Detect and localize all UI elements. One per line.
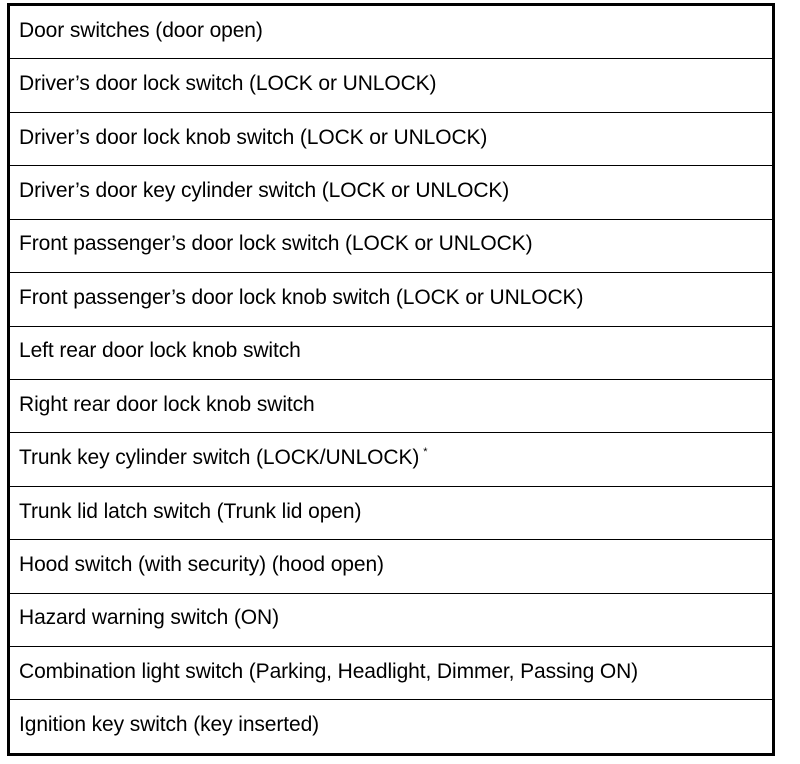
table-row bbox=[10, 540, 772, 593]
table-row bbox=[10, 220, 772, 273]
table-row bbox=[10, 700, 772, 752]
row-text: Driver’s door key cylinder switch (LOCK or UNLOCK) bbox=[19, 178, 510, 202]
row-text: Trunk lid latch switch (Trunk lid open) bbox=[19, 499, 362, 523]
row-text: Hood switch (with security) (hood open) bbox=[19, 552, 384, 576]
table-row bbox=[10, 594, 772, 647]
row-text: Driver’s door lock switch (LOCK or UNLOCK) bbox=[19, 72, 437, 96]
row-text: Driver’s door lock knob switch (LOCK or UNLOCK) bbox=[19, 125, 488, 149]
row-text: Combination light switch (Parking, Headlight, Dimmer, Passing ON) bbox=[19, 659, 639, 683]
table-row bbox=[10, 59, 772, 112]
table-row bbox=[10, 487, 772, 540]
table-row bbox=[10, 380, 772, 433]
table-row bbox=[10, 433, 772, 486]
row-text: Front passenger’s door lock knob switch (LOCK or UNLOCK) bbox=[19, 285, 584, 309]
row-text: Ignition key switch (key inserted) bbox=[19, 713, 320, 737]
table-row bbox=[10, 113, 772, 166]
table-row bbox=[10, 327, 772, 380]
table-row bbox=[10, 166, 772, 219]
row-text: Hazard warning switch (ON) bbox=[19, 606, 279, 630]
row-text: Trunk key cylinder switch (LOCK/UNLOCK) bbox=[19, 446, 420, 470]
footnote-mark: * bbox=[423, 446, 428, 459]
switch-list-table bbox=[7, 3, 775, 756]
table-row bbox=[10, 6, 772, 59]
table-row bbox=[10, 273, 772, 326]
row-text: Left rear door lock knob switch bbox=[19, 339, 301, 363]
table-row bbox=[10, 647, 772, 700]
row-text: Front passenger’s door lock switch (LOCK or UNLOCK) bbox=[19, 232, 533, 256]
row-text: Right rear door lock knob switch bbox=[19, 392, 315, 416]
row-text: Door switches (door open) bbox=[19, 18, 263, 42]
